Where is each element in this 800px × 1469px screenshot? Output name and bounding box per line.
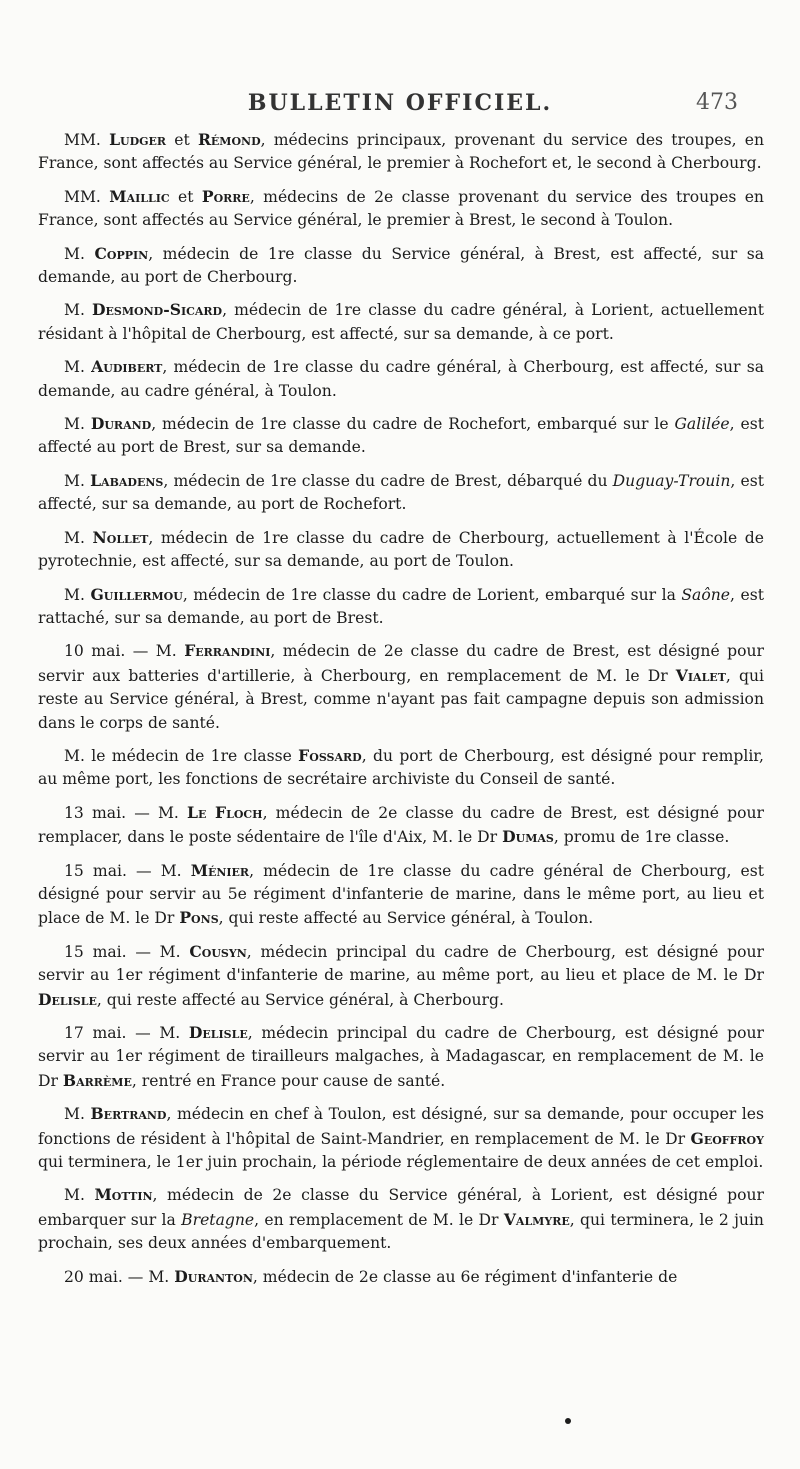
paragraph bbox=[38, 940, 764, 1012]
person-name: Vialet bbox=[675, 665, 726, 685]
text-run: M. bbox=[64, 1105, 91, 1124]
text-run: M. bbox=[64, 528, 93, 547]
person-name: Coppin bbox=[94, 243, 149, 263]
text-run: 17 mai. — M. bbox=[64, 1024, 189, 1042]
text-run: , médecin de 1re classe du cadre de Brest, débarqué du bbox=[163, 471, 613, 490]
person-name: Guillermou bbox=[90, 584, 183, 604]
text-run: , médecin de 1re classe du cadre de Rochefort, embarqué sur le bbox=[151, 415, 675, 434]
person-name: Durand bbox=[90, 414, 152, 434]
text-run: , médecins de 2e classe provenant du service des troupes en France, sont affectés au Service général, le premier à Brest, le second à Toulon. bbox=[38, 187, 764, 230]
person-name: Fossard bbox=[298, 745, 362, 765]
paragraph bbox=[38, 185, 764, 233]
text-run: , médecin de 1re classe du cadre général de Cherbourg, est désigné pour servir au 5e régiment d'infanterie de marine, dans le même port, au lieu et place de M. le Dr bbox=[38, 861, 764, 928]
text-run: 13 mai. — M. bbox=[64, 803, 188, 822]
text-run: , médecin de 2e classe du cadre de Brest, est désigné pour servir aux batteries d'artillerie, à Cherbourg, en remplacement de M. le Dr bbox=[38, 642, 765, 685]
person-name: Barrème bbox=[62, 1070, 132, 1090]
text-run: , médecin de 2e classe du Service général, à Lorient, est désigné pour embarquer sur la bbox=[38, 1186, 764, 1229]
person-name: Desmond-Sicard bbox=[92, 300, 223, 320]
text-run: , médecin de 1re classe du cadre de Lorient, embarqué sur la bbox=[182, 585, 682, 604]
text-run: , médecin de 1re classe du cadre général, à Cherbourg, est affecté, sur sa demande, au cadre général, à Toulon. bbox=[38, 358, 764, 400]
paragraph bbox=[38, 1265, 764, 1289]
text-run: , qui terminera, le 2 juin prochain, ses deux années d'embarquement. bbox=[38, 1210, 764, 1253]
text-run: et bbox=[166, 131, 198, 149]
paragraph bbox=[38, 526, 764, 574]
paragraph bbox=[38, 355, 764, 403]
page-header bbox=[0, 90, 800, 120]
paragraph bbox=[38, 801, 764, 850]
paragraph bbox=[38, 298, 764, 346]
text-run: MM. bbox=[64, 131, 110, 149]
text-run: M. bbox=[64, 244, 95, 263]
ship-name: Bretagne bbox=[181, 1210, 255, 1229]
text-run: , médecin de 1re classe du Service général, à Brest, est affecté, sur sa demande, au port de Cherbourg. bbox=[38, 244, 764, 287]
person-name: Delisle bbox=[188, 1023, 248, 1042]
text-run: , en remplacement de M. le Dr bbox=[254, 1210, 504, 1229]
paragraph bbox=[38, 128, 764, 176]
paragraph bbox=[38, 242, 764, 290]
text-run: , médecin de 2e classe au 6e régiment d'infanterie de bbox=[252, 1267, 678, 1286]
text-run: M. bbox=[64, 471, 91, 490]
text-run: , médecins principaux, provenant du service des troupes, en France, sont affectés au Service général, le premier à Rochefort et, le second à Cherbourg. bbox=[38, 131, 764, 173]
text-run: , promu de 1re classe. bbox=[553, 828, 730, 847]
text-run: M. bbox=[64, 415, 91, 434]
text-run: , médecin de 1re classe du cadre général, à Lorient, actuellement résidant à l'hôpital de Cherbourg, est affecté, sur sa demande, à ce port. bbox=[38, 301, 764, 343]
person-name: Bertrand bbox=[90, 1104, 167, 1124]
text-run: 10 mai. — M. bbox=[64, 642, 185, 661]
text-run: M. bbox=[64, 358, 92, 377]
person-name: Geoffroy bbox=[690, 1128, 764, 1148]
document-body bbox=[38, 128, 764, 1298]
paragraph bbox=[38, 469, 764, 517]
paragraph bbox=[38, 412, 764, 460]
person-name: Ferrandini bbox=[184, 641, 271, 661]
text-run: M. bbox=[64, 301, 93, 320]
paragraph bbox=[38, 1102, 764, 1174]
text-run: , médecin de 2e classe du cadre de Brest, est désigné pour remplacer, dans le poste sédentaire de l'île d'Aix, M. le Dr bbox=[38, 803, 764, 847]
text-run: MM. bbox=[64, 187, 110, 206]
text-run: , médecin de 1re classe du cadre de Cherbourg, actuellement à l'École de pyrotechnie, est affecté, sur sa demande, au port de Toulon. bbox=[38, 528, 764, 571]
paragraph bbox=[38, 1183, 764, 1255]
person-name: Delisle bbox=[38, 989, 97, 1009]
text-run: qui terminera, le 1er juin prochain, la période réglementaire de deux années de cet emploi. bbox=[38, 1153, 764, 1172]
ink-dot bbox=[565, 1418, 571, 1424]
person-name: Dumas bbox=[502, 827, 554, 847]
person-name: Ménier bbox=[190, 860, 250, 880]
person-name: Le Floch bbox=[187, 802, 263, 822]
text-run: , est affecté, sur sa demande, au port de Rochefort. bbox=[38, 471, 764, 514]
text-run: et bbox=[169, 187, 202, 206]
text-run: , du port de Cherbourg, est désigné pour remplir, au même port, les fonctions de secrétaire archiviste du Conseil de santé. bbox=[38, 746, 765, 789]
person-name: Nollet bbox=[92, 527, 149, 547]
text-run: , est affecté au port de Brest, sur sa demande. bbox=[38, 415, 764, 457]
person-name: Porre bbox=[201, 186, 250, 206]
text-run: 20 mai. — M. bbox=[64, 1267, 175, 1286]
person-name: Labadens bbox=[90, 470, 164, 490]
text-run: , qui reste affecté au Service général, à Toulon. bbox=[218, 909, 594, 928]
person-name: Mottin bbox=[94, 1185, 153, 1205]
paragraph bbox=[38, 639, 764, 735]
text-run: 15 mai. — M. bbox=[64, 942, 190, 961]
person-name: Maillic bbox=[109, 186, 170, 206]
paragraph bbox=[38, 744, 764, 792]
text-run: , rentré en France pour cause de santé. bbox=[131, 1071, 446, 1090]
text-run: 15 mai. — M. bbox=[64, 861, 191, 880]
ship-name: Saône bbox=[681, 585, 731, 604]
text-run: M. bbox=[64, 585, 91, 604]
paragraph bbox=[38, 1021, 764, 1093]
text-run: , qui reste affecté au Service général, à Cherbourg. bbox=[96, 990, 504, 1009]
person-name: Ludger bbox=[109, 130, 167, 149]
person-name: Valmyre bbox=[503, 1209, 570, 1229]
paragraph bbox=[38, 583, 764, 631]
page-number: 473 bbox=[696, 90, 738, 115]
paragraph bbox=[38, 859, 764, 931]
text-run: , médecin principal du cadre de Cherbourg, est désigné pour servir au 1er régiment d'infanterie de marine, au même port, au lieu et place de M. le Dr bbox=[38, 942, 764, 985]
running-title: BULLETIN OFFICIEL. bbox=[247, 90, 553, 116]
text-run: , médecin principal du cadre de Cherbourg, est désigné pour servir au 1er régiment de tirailleurs malgaches, à Madagascar, en remplacement de M. le Dr bbox=[38, 1024, 764, 1090]
person-name: Audibert bbox=[91, 357, 163, 377]
text-run: M. bbox=[64, 1186, 95, 1205]
text-run: , médecin en chef à Toulon, est désigné, sur sa demande, pour occuper les fonctions de résident à l'hôpital de Saint-Mandrier, en remplacement de M. le Dr bbox=[38, 1105, 764, 1148]
text-run: M. le médecin de 1re classe bbox=[64, 746, 299, 765]
person-name: Pons bbox=[179, 908, 219, 928]
ship-name: Duguay-Trouin bbox=[612, 471, 731, 490]
person-name: Duranton bbox=[174, 1266, 253, 1286]
person-name: Rémond bbox=[197, 130, 261, 149]
person-name: Cousyn bbox=[189, 941, 247, 961]
text-run: , est rattaché, sur sa demande, au port de Brest. bbox=[38, 585, 764, 627]
text-run: , qui reste au Service général, à Brest, comme n'ayant pas fait campagne depuis son admission dans le corps de santé. bbox=[38, 666, 764, 732]
ship-name: Galilée bbox=[674, 415, 730, 434]
